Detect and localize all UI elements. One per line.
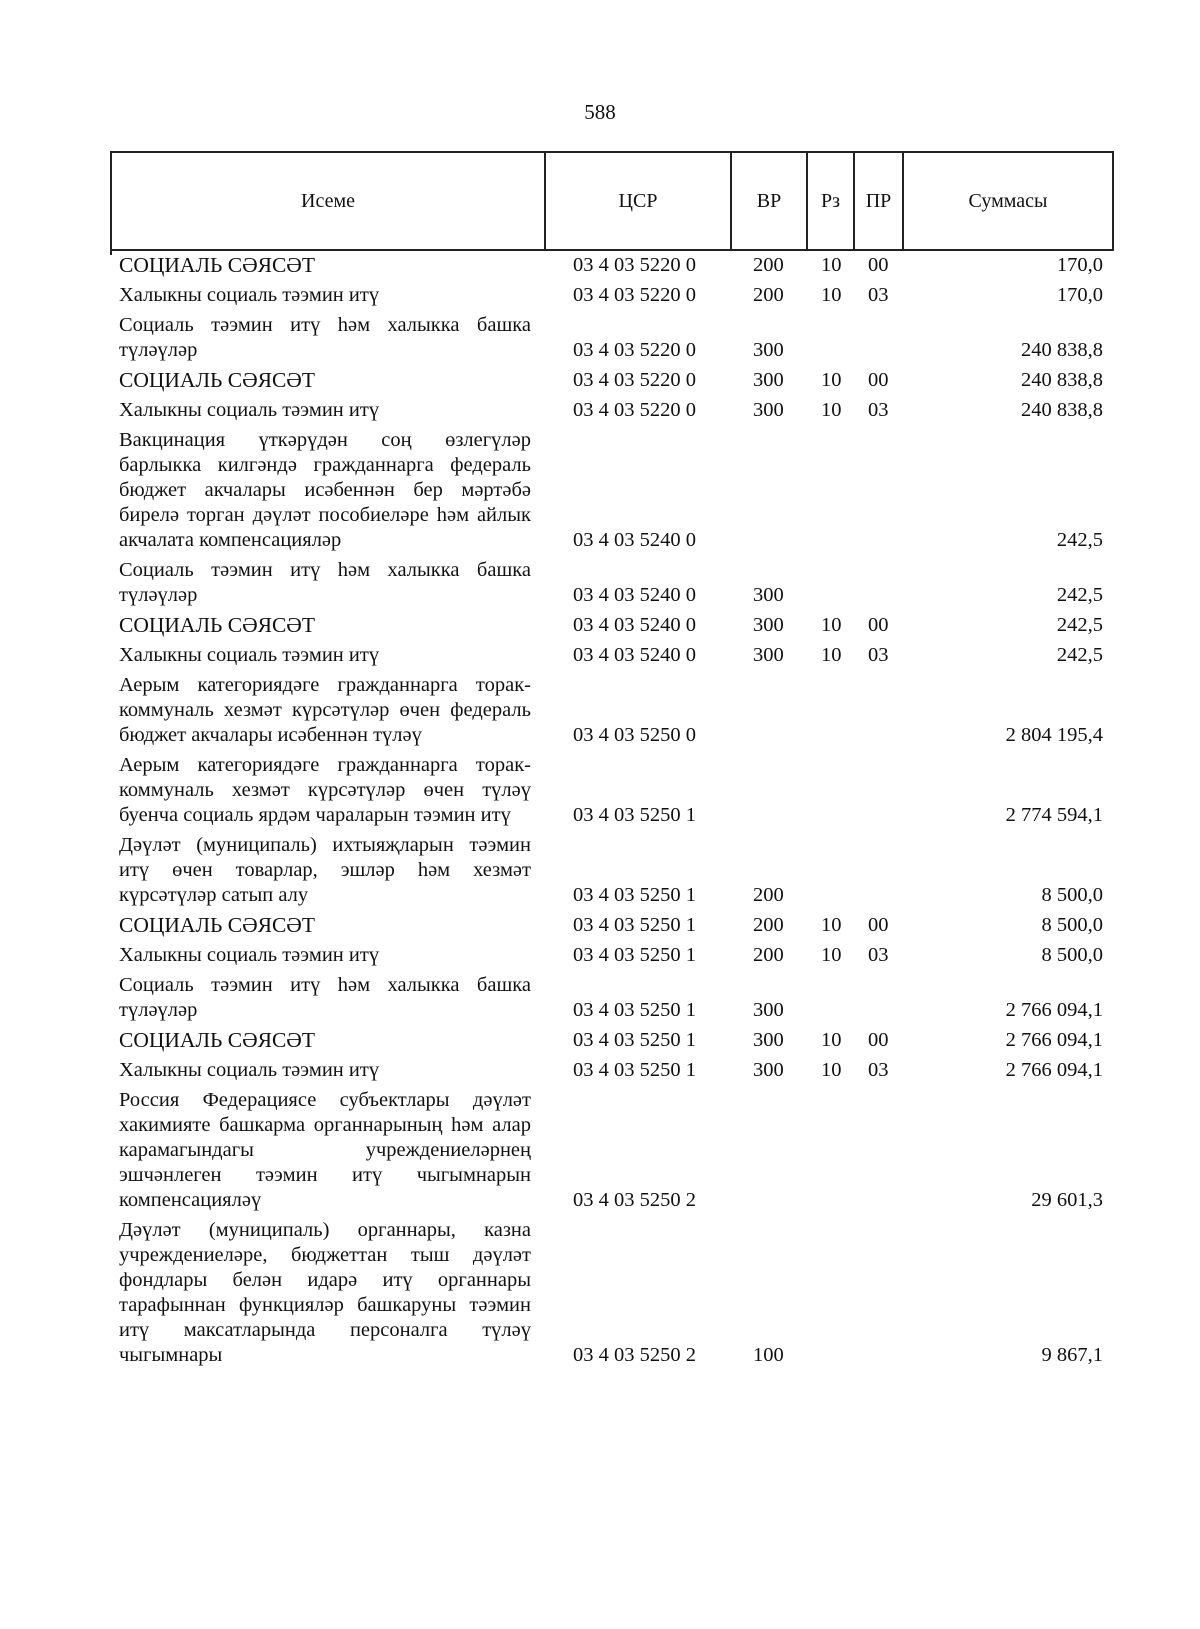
table-row <box>111 250 1113 280</box>
cell-csr: 03 4 03 5250 1 <box>573 804 696 826</box>
cell-pr: 00 <box>868 914 889 936</box>
cell-sum: 8 500,0 <box>1041 914 1103 936</box>
cell-csr: 03 4 03 5240 0 <box>573 584 696 606</box>
cell-rz <box>807 1085 854 1215</box>
header-rz: Рз <box>807 152 854 250</box>
cell-name: Халыкны социаль тәэмин итү <box>119 944 380 966</box>
table-row <box>111 750 1113 830</box>
cell-rz <box>807 310 854 365</box>
table-row <box>111 425 1113 555</box>
cell-sum: 8 500,0 <box>1041 884 1103 906</box>
cell-csr: 03 4 03 5250 1 <box>573 999 696 1021</box>
cell-vr: 100 <box>753 1344 784 1366</box>
table-row <box>111 640 1113 670</box>
cell-csr: 03 4 03 5220 0 <box>573 369 696 391</box>
cell-vr: 300 <box>753 339 784 361</box>
cell-name: Халыкны социаль тәэмин итү <box>119 644 380 666</box>
table-row <box>111 395 1113 425</box>
cell-rz: 10 <box>821 369 842 391</box>
cell-rz: 10 <box>821 254 842 276</box>
cell-name: СОЦИАЛЬ СӘЯСӘТ <box>119 613 315 637</box>
table-row <box>111 280 1113 310</box>
cell-sum: 2 766 094,1 <box>1005 999 1103 1021</box>
cell-pr: 00 <box>868 369 889 391</box>
cell-sum: 170,0 <box>1056 284 1103 306</box>
cell-vr: 300 <box>753 644 784 666</box>
cell-vr: 300 <box>753 1029 784 1051</box>
cell-csr: 03 4 03 5250 2 <box>573 1189 696 1211</box>
cell-rz <box>807 970 854 1025</box>
cell-name: СОЦИАЛЬ СӘЯСӘТ <box>119 1028 315 1052</box>
cell-vr: 300 <box>753 999 784 1021</box>
table-row <box>111 610 1113 640</box>
cell-sum: 242,5 <box>1056 584 1103 606</box>
cell-csr: 03 4 03 5250 1 <box>573 914 696 936</box>
header-vr: ВР <box>731 152 807 250</box>
cell-vr: 300 <box>753 1059 784 1081</box>
cell-vr <box>731 670 807 750</box>
cell-sum: 2 774 594,1 <box>1005 804 1103 826</box>
cell-pr <box>854 670 903 750</box>
cell-vr: 300 <box>753 369 784 391</box>
cell-rz <box>807 670 854 750</box>
cell-sum: 240 838,8 <box>1021 339 1103 361</box>
cell-name: Социаль тәэмин итү һәм халыкка башка түләүләр <box>119 974 531 1021</box>
cell-name: Халыкны социаль тәэмин итү <box>119 284 380 306</box>
cell-csr: 03 4 03 5220 0 <box>573 254 696 276</box>
table-row <box>111 365 1113 395</box>
cell-csr: 03 4 03 5250 1 <box>573 884 696 906</box>
table-row <box>111 310 1113 365</box>
cell-vr: 200 <box>753 944 784 966</box>
cell-name: СОЦИАЛЬ СӘЯСӘТ <box>119 253 315 277</box>
cell-name: Россия Федерациясе субъектлары дәүләт хакимияте башкарма органнарының һәм алар карамагындагы учреждениеләрнең эшчәнлеген тәэмин итү чыгымнарын компенсацияләү <box>119 1089 531 1211</box>
cell-sum: 8 500,0 <box>1041 944 1103 966</box>
cell-vr <box>731 750 807 830</box>
cell-pr: 00 <box>868 254 889 276</box>
cell-rz <box>807 425 854 555</box>
cell-csr: 03 4 03 5220 0 <box>573 339 696 361</box>
cell-csr: 03 4 03 5250 2 <box>573 1344 696 1366</box>
cell-name: Дәүләт (муниципаль) ихтыяҗларын тәэмин итү өчен товарлар, эшләр һәм хезмәт күрсәтүләр сатып алу <box>119 834 531 906</box>
cell-vr: 200 <box>753 254 784 276</box>
page-number: 588 <box>584 100 616 124</box>
cell-pr <box>854 310 903 365</box>
cell-sum: 29 601,3 <box>1031 1189 1103 1211</box>
cell-pr <box>854 830 903 910</box>
cell-sum: 242,5 <box>1056 614 1103 636</box>
cell-vr: 200 <box>753 884 784 906</box>
cell-csr: 03 4 03 5240 0 <box>573 529 696 551</box>
cell-pr <box>854 1215 903 1370</box>
header-sum: Суммасы <box>903 152 1113 250</box>
cell-pr: 00 <box>868 1029 889 1051</box>
cell-pr: 03 <box>868 944 889 966</box>
cell-vr: 200 <box>753 284 784 306</box>
cell-rz: 10 <box>821 914 842 936</box>
table-row <box>111 1055 1113 1085</box>
cell-pr: 03 <box>868 1059 889 1081</box>
table-row <box>111 910 1113 940</box>
cell-pr <box>854 425 903 555</box>
cell-name: СОЦИАЛЬ СӘЯСӘТ <box>119 368 315 392</box>
cell-rz <box>807 750 854 830</box>
cell-sum: 240 838,8 <box>1021 369 1103 391</box>
cell-vr <box>731 425 807 555</box>
table-row <box>111 830 1113 910</box>
header-name: Исеме <box>111 152 545 250</box>
cell-name: Дәүләт (муниципаль) органнары, казна учреждениеләре, бюджеттан тыш дәүләт фондлары белән идарә итү органнары тарафыннан функцияләр башкаруны тәэмин итү максатларында персоналга түләү чыгымнары <box>119 1219 531 1366</box>
cell-csr: 03 4 03 5250 1 <box>573 1059 696 1081</box>
cell-csr: 03 4 03 5220 0 <box>573 284 696 306</box>
header-pr: ПР <box>854 152 903 250</box>
cell-name: Аерым категориядәге гражданнарга торак-коммуналь хезмәт күрсәтүләр өчен федераль бюджет акчалары исәбеннән түләү <box>119 674 531 746</box>
table-header-row <box>111 152 1113 250</box>
cell-pr <box>854 750 903 830</box>
cell-rz: 10 <box>821 399 842 421</box>
cell-pr <box>854 555 903 610</box>
cell-name: Социаль тәэмин итү һәм халыкка башка түләүләр <box>119 314 531 361</box>
cell-rz: 10 <box>821 944 842 966</box>
cell-pr: 00 <box>868 614 889 636</box>
cell-sum: 170,0 <box>1056 254 1103 276</box>
cell-sum: 240 838,8 <box>1021 399 1103 421</box>
cell-rz: 10 <box>821 1059 842 1081</box>
table-row <box>111 940 1113 970</box>
table-row <box>111 970 1113 1025</box>
table-row <box>111 1215 1113 1370</box>
table-row <box>111 670 1113 750</box>
cell-csr: 03 4 03 5240 0 <box>573 644 696 666</box>
cell-rz <box>807 1215 854 1370</box>
cell-csr: 03 4 03 5250 0 <box>573 724 696 746</box>
cell-rz: 10 <box>821 1029 842 1051</box>
cell-csr: 03 4 03 5250 1 <box>573 1029 696 1051</box>
cell-rz <box>807 830 854 910</box>
cell-vr: 300 <box>753 584 784 606</box>
cell-vr: 200 <box>753 914 784 936</box>
cell-sum: 2 766 094,1 <box>1005 1059 1103 1081</box>
table-row <box>111 1025 1113 1055</box>
cell-name: Халыкны социаль тәэмин итү <box>119 399 380 421</box>
cell-vr <box>731 1085 807 1215</box>
cell-vr: 300 <box>753 614 784 636</box>
cell-sum: 2 804 195,4 <box>1005 724 1103 746</box>
cell-sum: 2 766 094,1 <box>1005 1029 1103 1051</box>
table-row <box>111 555 1113 610</box>
cell-sum: 242,5 <box>1056 644 1103 666</box>
table-row <box>111 1085 1113 1215</box>
cell-name: СОЦИАЛЬ СӘЯСӘТ <box>119 913 315 937</box>
cell-rz <box>807 555 854 610</box>
table-left-rule <box>110 243 112 255</box>
cell-csr: 03 4 03 5220 0 <box>573 399 696 421</box>
cell-name: Социаль тәэмин итү һәм халыкка башка түләүләр <box>119 559 531 606</box>
cell-pr: 03 <box>868 399 889 421</box>
header-csr: ЦСР <box>545 152 731 250</box>
cell-pr: 03 <box>868 644 889 666</box>
cell-sum: 9 867,1 <box>1041 1344 1103 1366</box>
cell-name: Вакцинация үткәрүдән соң өзлегүләр барлыкка килгәндә гражданнарга федераль бюджет акчалары исәбеннән бер мәртәбә бирелә торган дәүләт пособиеләре һәм айлык акчалата компенсацияләр <box>119 429 531 551</box>
cell-pr: 03 <box>868 284 889 306</box>
cell-sum: 242,5 <box>1056 529 1103 551</box>
cell-csr: 03 4 03 5250 1 <box>573 944 696 966</box>
cell-rz: 10 <box>821 644 842 666</box>
cell-vr: 300 <box>753 399 784 421</box>
cell-name: Халыкны социаль тәэмин итү <box>119 1059 380 1081</box>
cell-csr: 03 4 03 5240 0 <box>573 614 696 636</box>
cell-name: Аерым категориядәге гражданнарга торак-коммуналь хезмәт күрсәтүләр өчен түләү буенча социаль ярдәм чараларын тәэмин итү <box>119 754 531 826</box>
cell-pr <box>854 970 903 1025</box>
cell-rz: 10 <box>821 614 842 636</box>
cell-rz: 10 <box>821 284 842 306</box>
cell-pr <box>854 1085 903 1215</box>
budget-table <box>110 151 1114 1370</box>
